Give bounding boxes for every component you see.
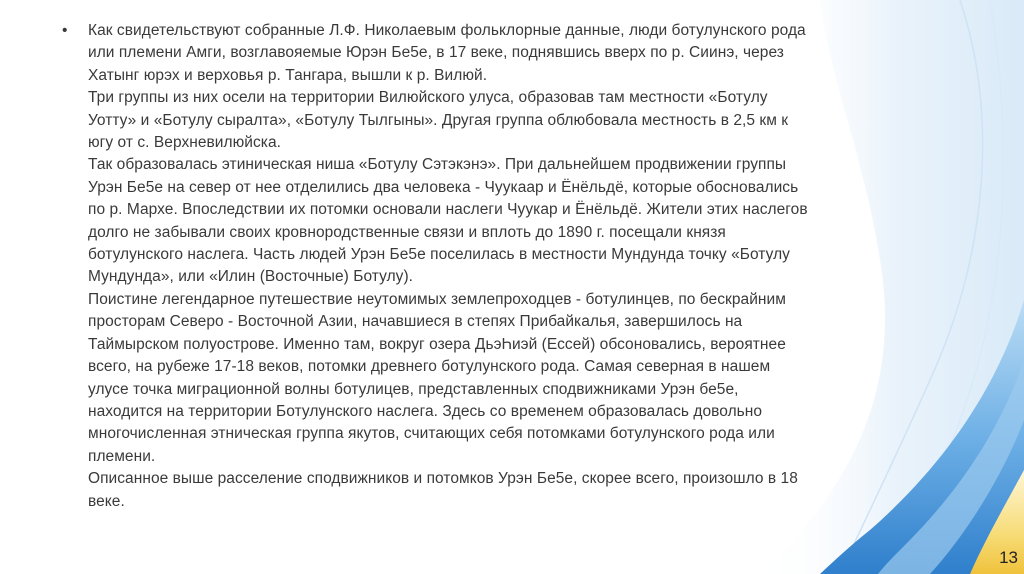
text-line: Поистине легендарное путешествие неутомимых землепроходцев - ботулинцев, по бескрайним (88, 290, 786, 308)
text-line: веке. (88, 492, 125, 510)
text-line: Хатынг юрэх и верховья р. Тангара, вышли к р. Вилюй. (88, 66, 488, 84)
text-line: племени. (88, 447, 156, 465)
text-line: просторам Северо - Восточной Азии, начавшиеся в степях Прибайкалья, завершилось на (88, 313, 743, 331)
text-line: Описанное выше расселение сподвижников и потомков Урэн Бе5е, скорее всего, произошло в 18 (88, 470, 798, 488)
paragraph (88, 20, 918, 513)
text-line: Таймырском полуострове. Именно там, вокруг озера ДьэҺиэй (Ессей) обсоновались, вероятнее (88, 335, 786, 353)
bullet-marker: • (62, 22, 68, 39)
text-line: Как свидетельствуют собранные Л.Ф. Николаевым фольклорные данные, люди ботулунского рода (88, 22, 806, 39)
text-block (62, 20, 922, 513)
text-line: Урэн Бе5е на север от нее отделились два человека - Чуукаар и Ёнёльдё, которые обосновались (88, 178, 799, 196)
text-line: ботулунского наслега. Часть людей Урэн Бе5е поселилась в местности Мундунда точку «Ботулу (88, 246, 790, 264)
text-line: Три группы из них осели на территории Вилюйского улуса, образовав там местности «Ботулу (88, 89, 768, 107)
text-line: по р. Мархе. Впоследствии их потомки основали наслеги Чуукар и Ёнёльдё. Жители этих наслегов (88, 201, 808, 219)
text-line: Уотту» и «Ботулу сыралта», «Ботулу Тылгыны». Другая группа облюбовала местность в 2,5 км к (88, 111, 789, 129)
text-line: многочисленная этническая группа якутов, считающих себя потомками ботулунского рода или (88, 425, 775, 443)
page-number: 13 (999, 548, 1018, 567)
text-line: Так образовалась этиническая ниша «Ботулу Сэтэкэнэ». При дальнейшем продвижении группы (88, 156, 787, 174)
text-line: находится на территории Ботулунского наслега. Здесь со временем образовалась довольно (88, 402, 763, 420)
text-line: или племени Амги, возглавояемые Юрэн Бе5е, в 17 веке, поднявшись вверх по р. Сиинэ, через (88, 44, 784, 62)
text-line: всего, на рубеже 17-18 веков, потомки древнего ботулунского рода. Самая северная в нашем (88, 358, 771, 376)
text-line: долго не забывали своих кровнородственные связи и вплоть до 1890 г. посещали князя (88, 223, 726, 241)
text-line: югу от с. Верхневилюйска. (88, 134, 281, 152)
text-line: улусе точка миграционной волны ботулицев, представленных сподвижниками Урэн бе5е, (88, 380, 739, 398)
text-line: Мундунда», или «Илин (Восточные) Ботулу). (88, 268, 414, 286)
